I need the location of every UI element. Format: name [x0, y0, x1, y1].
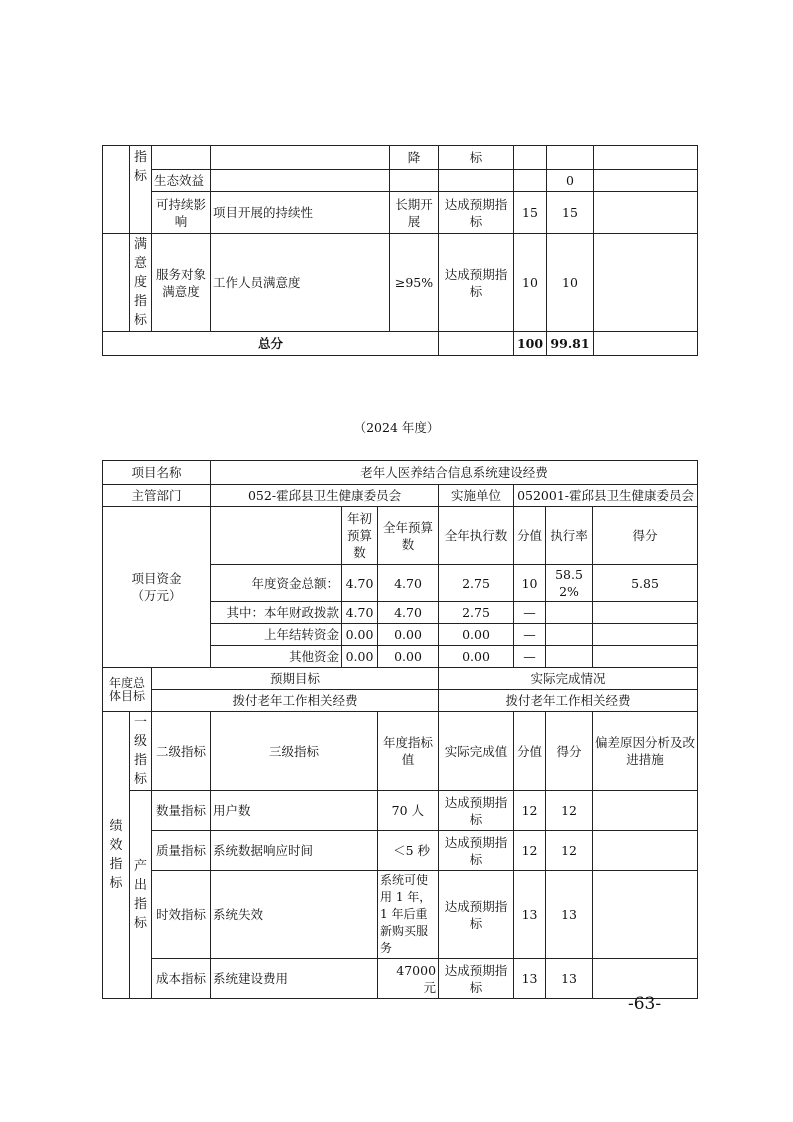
goal-expected-label: 预期目标: [152, 668, 439, 690]
blank-cell: [103, 234, 130, 332]
fund-value: 0.00: [439, 624, 514, 646]
satisfaction-actual: 达成预期指标: [439, 234, 514, 332]
target-cell: 70 人: [378, 791, 439, 831]
header-annual-exec: 全年执行数: [439, 507, 514, 565]
actual-cell: 达成预期指标: [439, 871, 514, 959]
project-name: 老年人医养结合信息系统建设经费: [211, 461, 698, 485]
weight-cell: 12: [514, 791, 546, 831]
fund-value: 0.00: [342, 624, 378, 646]
header-annual-initial: 年初预算数: [342, 507, 378, 565]
level3-cell: 系统建设费用: [211, 959, 378, 999]
level3-header: 三级指标: [211, 712, 378, 791]
impl-label: 实施单位: [439, 485, 514, 507]
fund-value: 0.00: [439, 646, 514, 668]
weight-cell: 13: [514, 871, 546, 959]
dept-label: 主管部门: [103, 485, 211, 507]
actual-cell: 达成预期指标: [439, 959, 514, 999]
level2-cell: 质量指标: [152, 831, 211, 871]
target-cell: ＜5 秒: [378, 831, 439, 871]
level3-cell: 系统数据响应时间: [211, 831, 378, 871]
score-cell: 13: [546, 959, 593, 999]
fund-value: 4.70: [342, 602, 378, 624]
fund-weight: —: [514, 624, 546, 646]
score-header: 得分: [546, 712, 593, 791]
level2-header: 二级指标: [152, 712, 211, 791]
fund-score: 5.85: [593, 565, 698, 602]
total-label: 总分: [103, 332, 439, 356]
header-score-weight: 分值: [514, 507, 546, 565]
actual-tail-cell: 标: [439, 146, 514, 170]
score-cell: 12: [546, 831, 593, 871]
header-score: 得分: [593, 507, 698, 565]
satisfaction-target: ≥95%: [390, 234, 439, 332]
fund-row-label: 其他资金: [211, 646, 342, 668]
fund-label: 项目资金（万元）: [103, 507, 211, 668]
header-annual-full: 全年预算数: [378, 507, 439, 565]
satisfaction-weight: 10: [514, 234, 547, 332]
level3-cell: 用户数: [211, 791, 378, 831]
sustainability-weight: 15: [514, 192, 547, 234]
project-name-label: 项目名称: [103, 461, 211, 485]
fund-value: 4.70: [378, 565, 439, 602]
weight-cell: 13: [514, 959, 546, 999]
fund-value: 0.00: [378, 624, 439, 646]
output-label-cell: 产出指标: [130, 791, 152, 999]
sustainability-label: 可持续影响: [152, 192, 211, 234]
blank-cell: [103, 146, 130, 234]
target-cell: 47000 元: [378, 959, 439, 999]
fund-value: 2.75: [439, 565, 514, 602]
fund-row-label: 上年结转资金: [211, 624, 342, 646]
year-label: （2024 年度）: [353, 420, 440, 435]
level1-header-cell: 一级指标: [130, 712, 152, 791]
level3-cell: 系统失效: [211, 871, 378, 959]
goal-left-label: 年度总体目标: [103, 668, 152, 712]
staff-satisfaction-indicator: 工作人员满意度: [211, 234, 390, 332]
blank-cell: [211, 146, 390, 170]
level2-cell: 时效指标: [152, 871, 211, 959]
fund-value: 0.00: [378, 646, 439, 668]
total-score: 99.81: [547, 332, 594, 356]
indicator-label-cell: 指 标: [130, 146, 152, 234]
target-header: 年度指标值: [378, 712, 439, 791]
ecology-benefit-label: 生态效益: [152, 170, 211, 192]
header-exec-rate: 执行率: [546, 507, 593, 565]
score-cell: 12: [546, 791, 593, 831]
sustainability-score: 15: [547, 192, 594, 234]
score-cell: 13: [546, 871, 593, 959]
perf-label-cell: 绩效指标: [103, 712, 130, 999]
goal-actual: 拨付老年工作相关经费: [439, 690, 698, 712]
page-number: -63-: [628, 994, 662, 1014]
impl-value: 052001-霍邱县卫生健康委员会: [514, 485, 698, 507]
sustainability-actual: 达成预期指标: [439, 192, 514, 234]
fund-weight: 10: [514, 565, 546, 602]
weight-header: 分值: [514, 712, 546, 791]
project-performance-table: [102, 460, 698, 999]
service-satisfaction-label: 服务对象满意度: [152, 234, 211, 332]
fund-weight: —: [514, 646, 546, 668]
fund-value: 0.00: [342, 646, 378, 668]
level2-cell: 数量指标: [152, 791, 211, 831]
weight-cell: 12: [514, 831, 546, 871]
target-cell: 系统可使用 1 年，1 年后重新购买服务: [378, 871, 439, 959]
ecology-score: 0: [547, 170, 594, 192]
sustainability-indicator: 项目开展的持续性: [211, 192, 390, 234]
fund-row-label: 年度资金总额：: [211, 565, 342, 602]
actual-header: 实际完成值: [439, 712, 514, 791]
target-tail-cell: 降: [390, 146, 439, 170]
satisfaction-score: 10: [547, 234, 594, 332]
dept-value: 052-霍邱县卫生健康委员会: [211, 485, 439, 507]
fund-value: 4.70: [378, 602, 439, 624]
actual-cell: 达成预期指标: [439, 791, 514, 831]
fund-value: 4.70: [342, 565, 378, 602]
fund-weight: —: [514, 602, 546, 624]
fund-row-label: 其中：本年财政拨款: [211, 602, 342, 624]
goal-expected: 拨付老年工作相关经费: [152, 690, 439, 712]
reason-header: 偏差原因分析及改进措施: [593, 712, 698, 791]
sustainability-target: 长期开展: [390, 192, 439, 234]
fund-value: 2.75: [439, 602, 514, 624]
performance-table-continuation: [102, 145, 698, 356]
blank-cell: [152, 146, 211, 170]
goal-actual-label: 实际完成情况: [439, 668, 698, 690]
fund-exec-rate: 58.52%: [546, 565, 593, 602]
satisfaction-label-cell: 满意度指标: [130, 234, 152, 332]
actual-cell: 达成预期指标: [439, 831, 514, 871]
level2-cell: 成本指标: [152, 959, 211, 999]
total-max: 100: [514, 332, 547, 356]
